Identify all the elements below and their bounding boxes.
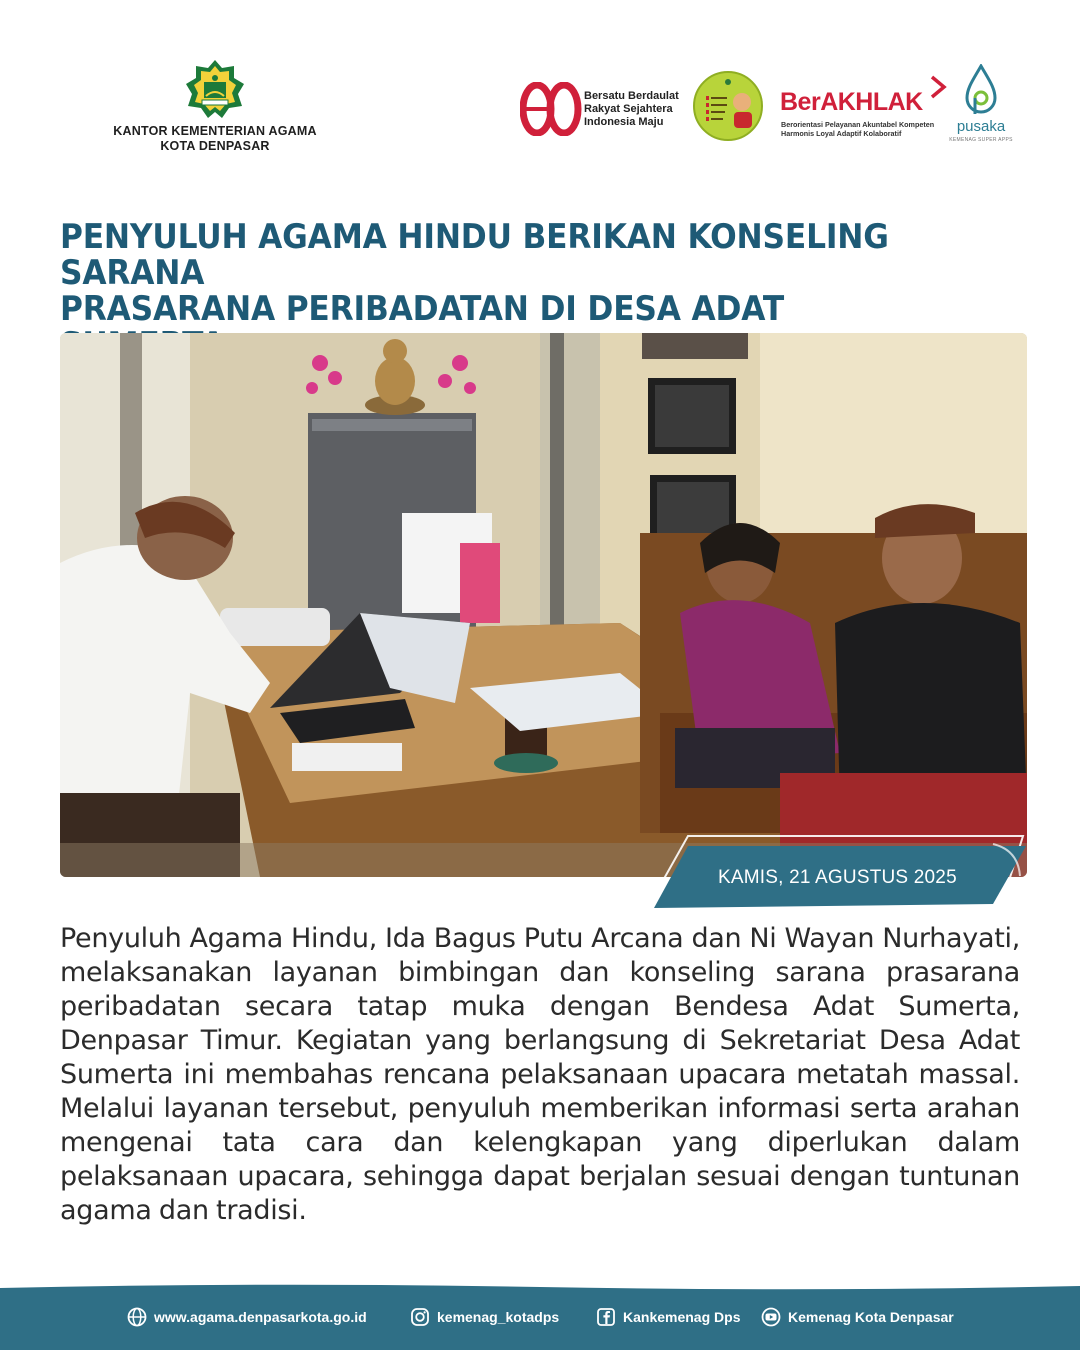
org-name-line2: KOTA DENPASAR (160, 139, 270, 153)
campaign-circle-logo-icon (692, 70, 764, 142)
berakhlak-akhlak: AKHLAK (820, 88, 923, 116)
eighty-logo-icon (520, 82, 582, 136)
footer-bar (0, 1282, 1080, 1350)
pusaka-tagline: KEMENAG SUPER APPS (949, 137, 1013, 143)
berakhlak-wordmark (780, 88, 923, 117)
footer-instagram-link[interactable] (410, 1304, 559, 1330)
footer-facebook-link[interactable] (596, 1304, 740, 1330)
office-scene-illustration (60, 333, 1027, 877)
logo80-tag-line3: Indonesia Maju (584, 116, 664, 128)
berakhlak-sub-line1: Berorientasi Pelayanan Akuntabel Kompeten (781, 120, 935, 129)
title-line2: PRASARANA PERIBADATAN DI DESA ADAT (60, 289, 785, 329)
footer-facebook-text: Kankemenag Dps (623, 1309, 741, 1325)
pusaka-wordmark: pusaka (956, 118, 1006, 135)
kemenag-emblem-icon (182, 58, 248, 120)
footer-youtube-link[interactable] (761, 1304, 954, 1330)
organization-block (100, 58, 330, 154)
pusaka-logo (946, 64, 1016, 148)
title-line1: PENYULUH AGAMA HINDU BERIKAN KONSELING SARANA (60, 217, 889, 293)
news-photo (60, 333, 1027, 877)
footer-website-link[interactable] (127, 1304, 367, 1330)
globe-icon (127, 1307, 147, 1327)
youtube-icon (761, 1307, 781, 1327)
berakhlak-ber: Ber (780, 88, 821, 116)
logo-80-years (520, 82, 690, 136)
date-ribbon (648, 830, 1028, 910)
article-body: Penyuluh Agama Hindu, Ida Bagus Putu Arcana dan Ni Wayan Nurhayati, melaksanakan layanan bimbingan dan konseling sarana prasarana peribadatan secara tatap muka dengan Bendesa Adat Sumerta, Denpasar Timur. Kegiatan yang berlangsung di Sekretariat Desa Adat Sumerta ini membahas rencana pelaksanaan upacara metatah massal. Melalui layanan tersebut, penyuluh memberikan informasi serta arahan mengenai tata cara dan kelengkapan yang diperlukan dalam pelaksanaan upacara, sehingga dapat berjalan sesuai dengan tuntunan agama dan tradisi. (60, 923, 1020, 1226)
logo80-tag-line1: Bersatu Berdaulat (584, 90, 679, 102)
facebook-icon (596, 1307, 616, 1327)
logo80-tag-line2: Rakyat Sejahtera (584, 103, 673, 115)
org-name-line1: KANTOR KEMENTERIAN AGAMA (113, 124, 317, 138)
partner-logos (518, 64, 1018, 148)
event-date: KAMIS, 21 AGUSTUS 2025 (718, 867, 957, 888)
footer-instagram-text: kemenag_kotadps (437, 1309, 560, 1325)
footer-website-text: www.agama.denpasarkota.go.id (154, 1309, 367, 1325)
berakhlak-sub-line2: Harmonis Loyal Adaptif Kolaboratif (781, 129, 902, 138)
berakhlak-logo (780, 74, 950, 144)
instagram-icon (410, 1307, 430, 1327)
footer-youtube-text: Kemenag Kota Denpasar (788, 1309, 954, 1325)
pusaka-drop-icon (963, 64, 999, 118)
